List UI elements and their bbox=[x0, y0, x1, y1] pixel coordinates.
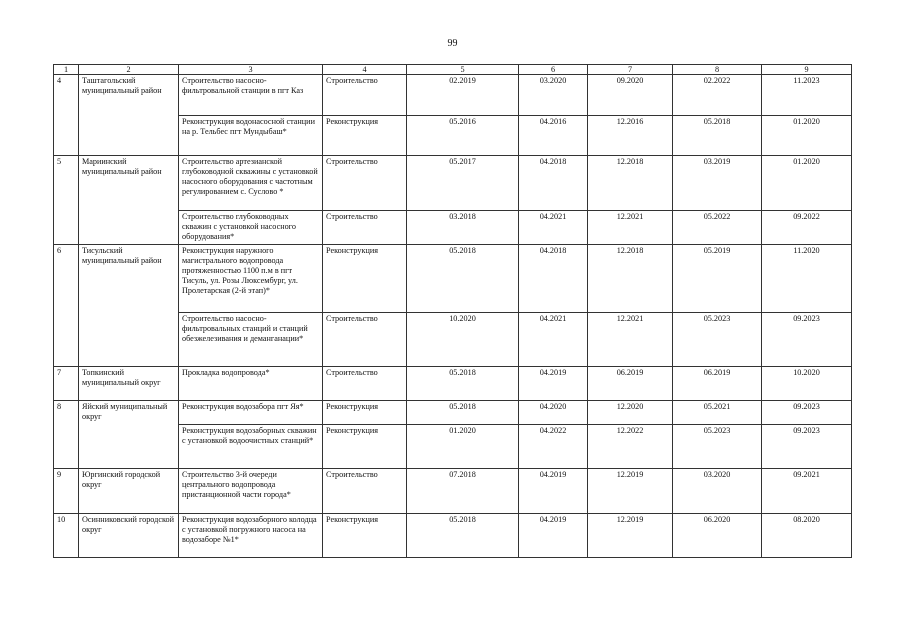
date-cell: 05.2018 bbox=[673, 116, 762, 156]
district-name: Таштагольский муниципальный район bbox=[79, 75, 179, 156]
date-cell: 03.2020 bbox=[519, 75, 588, 116]
object-name: Прокладка водопровода* bbox=[179, 367, 323, 401]
date-cell: 06.2019 bbox=[673, 367, 762, 401]
date-cell: 05.2017 bbox=[407, 156, 519, 211]
date-cell: 12.2016 bbox=[588, 116, 673, 156]
date-cell: 05.2018 bbox=[407, 367, 519, 401]
object-name: Реконструкция наружного магистрального водопровода протяженностью 1100 п.м в пгт Тисуль, ул. Розы Люксембург, ул. Пролетарская (2-й этап)* bbox=[179, 245, 323, 313]
date-cell: 09.2023 bbox=[762, 313, 852, 367]
date-cell: 02.2019 bbox=[407, 75, 519, 116]
date-cell: 03.2019 bbox=[673, 156, 762, 211]
object-name: Строительство 3-й очереди центрального водопровода пристанционной части города* bbox=[179, 469, 323, 514]
table-row bbox=[54, 514, 852, 558]
object-name: Строительство насосно-фильтровальной станции в пгт Каз bbox=[179, 75, 323, 116]
table-row bbox=[54, 367, 852, 401]
date-cell: 12.2019 bbox=[588, 469, 673, 514]
header-row bbox=[54, 65, 852, 75]
date-cell: 09.2022 bbox=[762, 211, 852, 245]
column-header: 3 bbox=[179, 65, 323, 75]
row-number: 9 bbox=[54, 469, 79, 514]
date-cell: 02.2022 bbox=[673, 75, 762, 116]
district-name: Тисульский муниципальный район bbox=[79, 245, 179, 367]
date-cell: 09.2023 bbox=[762, 401, 852, 425]
page-number: 99 bbox=[447, 38, 458, 49]
date-cell: 05.2018 bbox=[407, 401, 519, 425]
date-cell: 09.2021 bbox=[762, 469, 852, 514]
date-cell: 06.2020 bbox=[673, 514, 762, 558]
date-cell: 04.2019 bbox=[519, 469, 588, 514]
date-cell: 05.2022 bbox=[673, 211, 762, 245]
column-header: 8 bbox=[673, 65, 762, 75]
row-number: 6 bbox=[54, 245, 79, 367]
work-type: Строительство bbox=[323, 156, 407, 211]
date-cell: 09.2020 bbox=[588, 75, 673, 116]
column-header: 6 bbox=[519, 65, 588, 75]
table-row bbox=[54, 401, 852, 425]
date-cell: 04.2018 bbox=[519, 156, 588, 211]
column-header: 4 bbox=[323, 65, 407, 75]
object-name: Реконструкция водозабора пгт Яя* bbox=[179, 401, 323, 425]
date-cell: 12.2020 bbox=[588, 401, 673, 425]
date-cell: 04.2021 bbox=[519, 211, 588, 245]
table-row bbox=[54, 156, 852, 211]
table-row bbox=[54, 75, 852, 116]
district-name: Топкинский муниципальный округ bbox=[79, 367, 179, 401]
row-number: 4 bbox=[54, 75, 79, 156]
column-header: 5 bbox=[407, 65, 519, 75]
column-header: 7 bbox=[588, 65, 673, 75]
date-cell: 12.2021 bbox=[588, 313, 673, 367]
work-type: Реконструкция bbox=[323, 245, 407, 313]
table-row bbox=[54, 469, 852, 514]
date-cell: 12.2021 bbox=[588, 211, 673, 245]
date-cell: 12.2019 bbox=[588, 514, 673, 558]
object-name: Реконструкция водонасосной станции на р. Тельбес пгт Мундыбаш* bbox=[179, 116, 323, 156]
date-cell: 04.2020 bbox=[519, 401, 588, 425]
row-number: 5 bbox=[54, 156, 79, 245]
date-cell: 10.2020 bbox=[407, 313, 519, 367]
object-name: Реконструкция водозаборного колодца с установкой погружного насоса на водозаборе №1* bbox=[179, 514, 323, 558]
work-type: Реконструкция bbox=[323, 116, 407, 156]
date-cell: 05.2021 bbox=[673, 401, 762, 425]
date-cell: 04.2022 bbox=[519, 425, 588, 469]
district-name: Юргинский городской округ bbox=[79, 469, 179, 514]
date-cell: 03.2018 bbox=[407, 211, 519, 245]
work-type: Строительство bbox=[323, 313, 407, 367]
work-type: Строительство bbox=[323, 211, 407, 245]
row-number: 7 bbox=[54, 367, 79, 401]
date-cell: 01.2020 bbox=[407, 425, 519, 469]
work-type: Реконструкция bbox=[323, 401, 407, 425]
column-header: 1 bbox=[54, 65, 79, 75]
date-cell: 04.2019 bbox=[519, 514, 588, 558]
date-cell: 12.2018 bbox=[588, 156, 673, 211]
date-cell: 04.2021 bbox=[519, 313, 588, 367]
date-cell: 01.2020 bbox=[762, 156, 852, 211]
table-row bbox=[54, 245, 852, 313]
work-type: Реконструкция bbox=[323, 514, 407, 558]
object-name: Строительство насосно-фильтровальных станций и станций обезжелезивания и деманганации* bbox=[179, 313, 323, 367]
district-name: Яйский муниципальный округ bbox=[79, 401, 179, 469]
date-cell: 05.2023 bbox=[673, 425, 762, 469]
date-cell: 01.2020 bbox=[762, 116, 852, 156]
object-name: Строительство артезианской глубоководной скважины с установкой насосного оборудования с частотным регулированием с. Суслово * bbox=[179, 156, 323, 211]
date-cell: 03.2020 bbox=[673, 469, 762, 514]
date-cell: 05.2018 bbox=[407, 245, 519, 313]
object-name: Строительство глубоководных скважин с установкой насосного оборудования* bbox=[179, 211, 323, 245]
work-type: Строительство bbox=[323, 367, 407, 401]
row-number: 10 bbox=[54, 514, 79, 558]
date-cell: 04.2018 bbox=[519, 245, 588, 313]
date-cell: 12.2018 bbox=[588, 245, 673, 313]
district-name: Осинниковский городской округ bbox=[79, 514, 179, 558]
date-cell: 11.2020 bbox=[762, 245, 852, 313]
work-type: Строительство bbox=[323, 469, 407, 514]
date-cell: 11.2023 bbox=[762, 75, 852, 116]
date-cell: 05.2023 bbox=[673, 313, 762, 367]
district-name: Мариинский муниципальный район bbox=[79, 156, 179, 245]
date-cell: 10.2020 bbox=[762, 367, 852, 401]
column-header: 2 bbox=[79, 65, 179, 75]
date-cell: 08.2020 bbox=[762, 514, 852, 558]
object-name: Реконструкция водозаборных скважин с установкой водоочистных станций* bbox=[179, 425, 323, 469]
date-cell: 05.2016 bbox=[407, 116, 519, 156]
date-cell: 06.2019 bbox=[588, 367, 673, 401]
date-cell: 04.2016 bbox=[519, 116, 588, 156]
column-header: 9 bbox=[762, 65, 852, 75]
date-cell: 09.2023 bbox=[762, 425, 852, 469]
date-cell: 04.2019 bbox=[519, 367, 588, 401]
date-cell: 05.2018 bbox=[407, 514, 519, 558]
date-cell: 07.2018 bbox=[407, 469, 519, 514]
row-number: 8 bbox=[54, 401, 79, 469]
date-cell: 12.2022 bbox=[588, 425, 673, 469]
work-type: Реконструкция bbox=[323, 425, 407, 469]
work-type: Строительство bbox=[323, 75, 407, 116]
schedule-table bbox=[53, 64, 852, 558]
date-cell: 05.2019 bbox=[673, 245, 762, 313]
